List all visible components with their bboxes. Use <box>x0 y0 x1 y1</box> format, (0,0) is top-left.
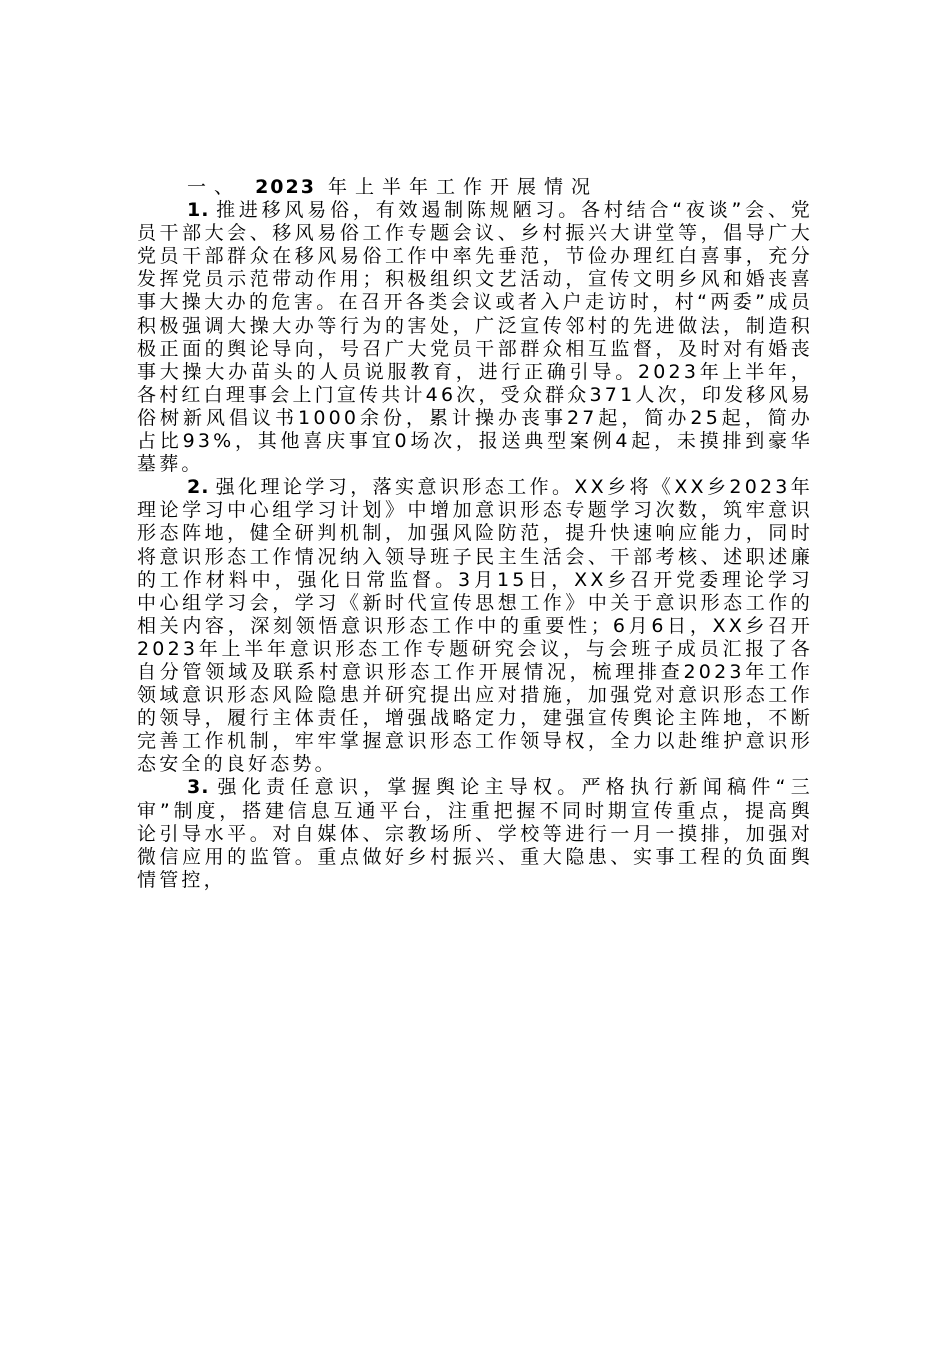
section-heading-text: 年上半年工作开展情况 <box>327 176 598 198</box>
paragraph-2 <box>137 476 813 776</box>
paragraph-3 <box>137 776 813 891</box>
paragraph-text: 推进移风易俗，有效遏制陈规陋习。各村结合“夜谈”会、党员干部大会、移风易俗工作专题会议、乡村振兴大讲堂等，倡导广大党员干部群众在移风易俗工作中率先垂范，节俭办理红白喜事，充分发挥党员示范带动作用；积极组织文艺活动，宣传文明乡风和婚丧喜事大操大办的危害。在召开各类会议或者入户走访时，村“两委”成员积极强调大操大办等行为的害处，广泛宣传邻村的先进做法，制造积极正面的舆论导向，号召广大党员干部群众相互监督，及时对有婚丧事大操大办苗头的人员说服教育，进行正确引导。2023年上半年，各村红白理事会上门宣传共计46次，受众群众371人次，印发移风易俗树新风倡议书1000余份，累计操办丧事27起，简办25起，简办占比93%，其他喜庆事宜0场次，报送典型案例4起，未摸排到豪华墓葬。 <box>137 199 813 476</box>
paragraph-text: 强化理论学习，落实意识形态工作。XX乡将《XX乡2023年理论学习中心组学习计划》中增加意识形态专题学习次数，筑牢意识形态阵地，健全研判机制，加强风险防范，提升快速响应能力，同时将意识形态工作情况纳入领导班子民主生活会、干部考核、述职述廉的工作材料中，强化日常监督。3月15日，XX乡召开党委理论学习中心组学习会，学习《新时代宣传思想工作》中关于意识形态工作的相关内容，深刻领悟意识形态工作中的重要性；6月6日，XX乡召开2023年上半年意识形态工作专题研究会议，与会班子成员汇报了各自分管领域及联系村意识形态工作开展情况，梳理排查2023年工作领域意识形态风险隐患并研究提出应对措施，加强党对意识形态工作的领导，履行主体责任，增强战略定力，建强宣传舆论主阵地，不断完善工作机制，牢牢掌握意识形态工作领导权，全力以赴维护意识形态安全的良好态势。 <box>137 476 813 776</box>
paragraph-text: 强化责任意识，掌握舆论主导权。严格执行新闻稿件“三审”制度，搭建信息互通平台，注重把握不同时期宣传重点，提高舆论引导水平。对自媒体、宗教场所、学校等进行一月一摸排，加强对微信应用的监管。重点做好乡村振兴、重大隐患、实事工程的负面舆情管控， <box>137 776 813 891</box>
section-heading-year: 2023 <box>255 176 316 198</box>
section-heading-prefix: 一、 <box>187 176 242 198</box>
paragraph-number: 1. <box>187 199 210 222</box>
paragraph-number: 2. <box>187 476 210 499</box>
document-body <box>137 176 813 892</box>
paragraph-1 <box>137 199 813 476</box>
section-heading <box>137 176 813 199</box>
paragraph-number: 3. <box>187 776 210 799</box>
